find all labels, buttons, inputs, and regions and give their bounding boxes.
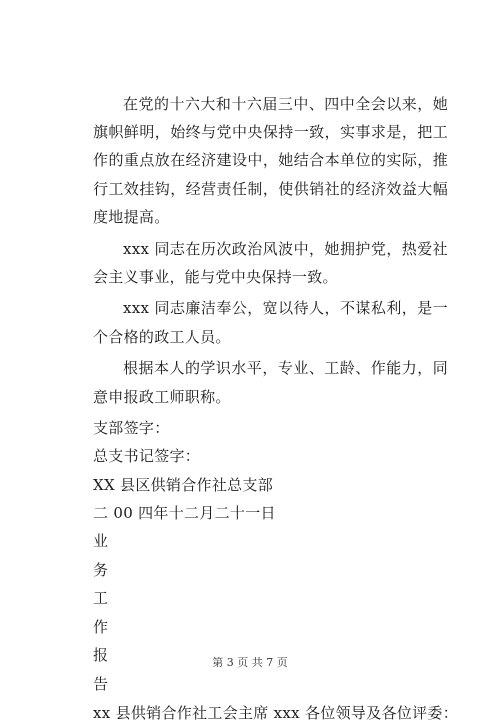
signature-date: 二 00 四年十二月二十一日 [93,503,276,522]
vertical-title-char: 务 [93,560,109,579]
vertical-title-char: 报 [93,646,109,665]
vertical-title [93,527,448,699]
branch-signature-line: 支部签字： [93,419,170,438]
paragraph-integrity: xxx 同志廉洁奉公，宽以待人，不谋私利，是一个合格的政工人员。 [93,299,448,346]
document-body [93,90,459,727]
report-salutation: xx 县供销合作社工会主席 xxx 各位领导及各位评委： [93,703,459,722]
page-footer: 第 3 页 共 7 页 [212,656,288,669]
organization-name: XX 县区供销合作社总支部 [93,475,274,494]
vertical-title-char: 工 [93,589,109,608]
vertical-title-char: 告 [93,675,109,694]
paragraph-political-storms: xxx 同志在历次政治风波中，她拥护党，热爱社会主义事业，能与党中央保持一致。 [93,239,448,286]
vertical-title-char: 作 [93,617,109,636]
paragraph-political-stance: 在党的十六大和十六届三中、四中全会以来，她旗帜鲜明，始终与党中央保持一致，实事求是，把工作的重点放在经济建设中，她结合本单位的实际，推行工效挂钩，经营责任制，使供销社的经济效益大幅度地提高。 [93,95,448,226]
vertical-title-char: 业 [93,532,109,551]
general-secretary-signature-line: 总支书记签字： [93,447,201,466]
paragraph-recommendation: 根据本人的学识水平，专业、工龄、作能力，同意申报政工师职称。 [93,359,448,406]
